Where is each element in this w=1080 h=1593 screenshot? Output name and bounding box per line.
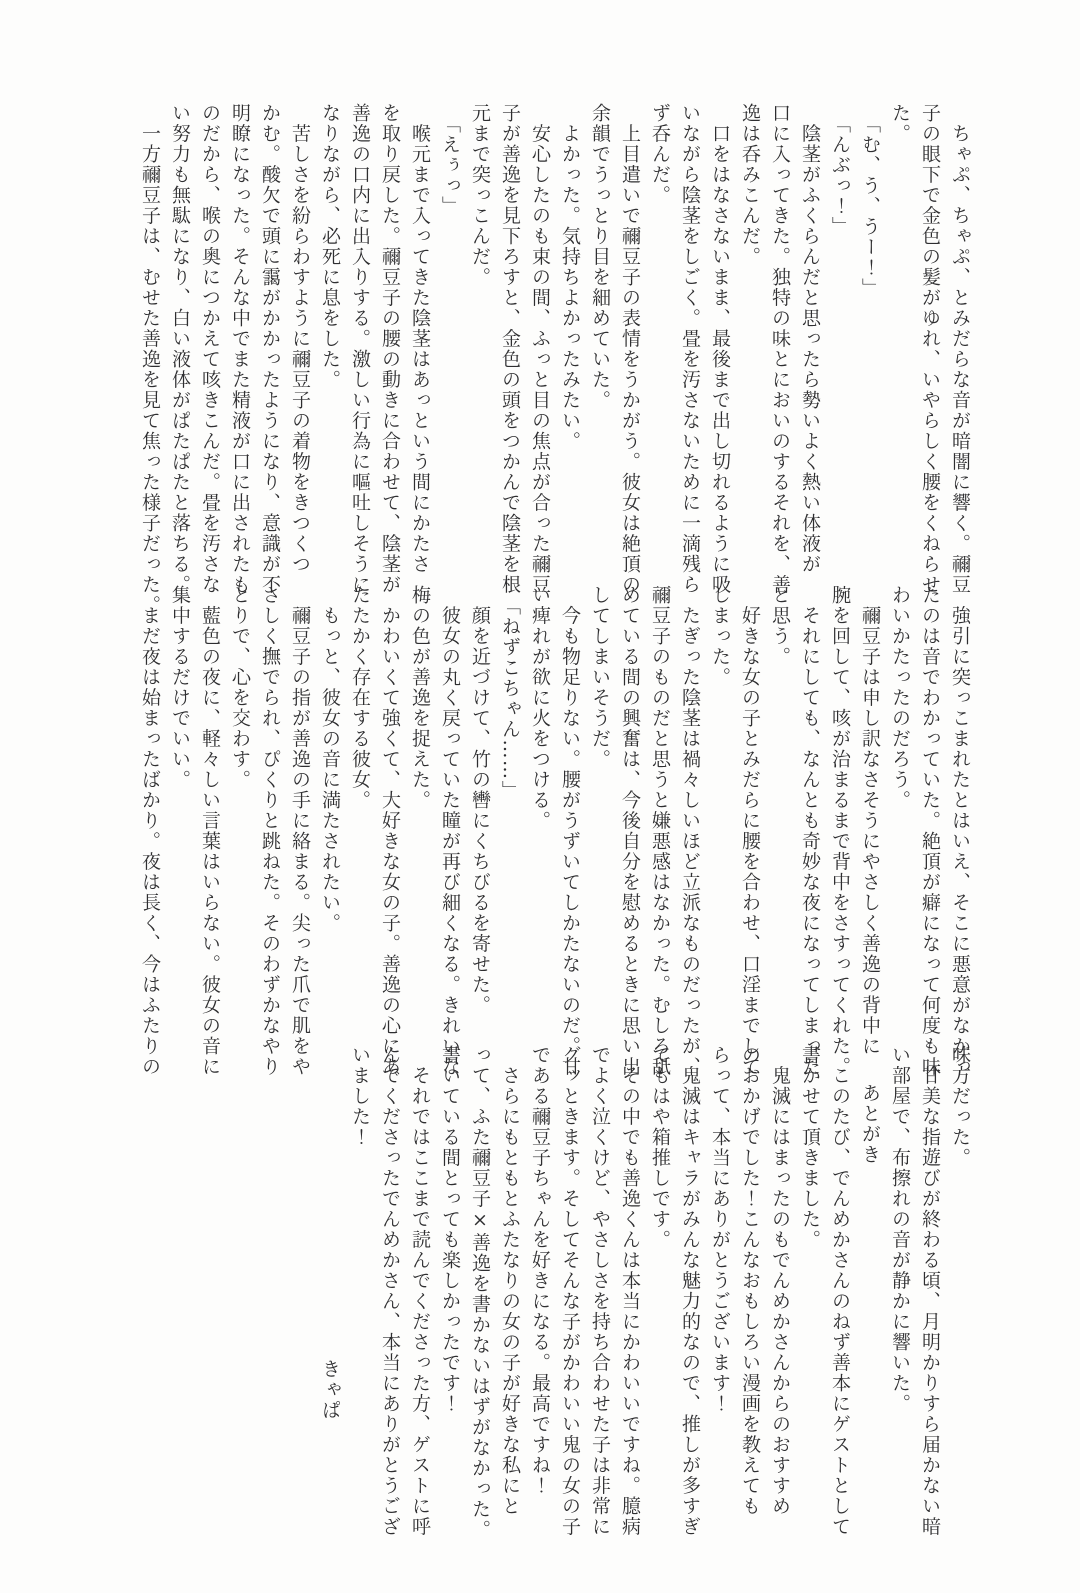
- text-column: グッときます。そしてそんな子がかわいい鬼の女の子: [559, 1045, 581, 1537]
- text-column: 陰茎がふくらんだと思ったら勢いよく熱い体液が: [799, 103, 821, 575]
- story-and-afterword-block-bottom: [315, 1045, 975, 1540]
- text-column: 好きな女の子とみだらに腰を合わせ、口淫までして: [739, 585, 761, 1077]
- text-column: 一方禰豆子は、むせた善逸を見て焦った様子だった。: [139, 103, 161, 616]
- text-column: 書かせて頂きました。: [799, 1045, 821, 1250]
- text-column: 藍色の夜に、軽々しい言葉はいらない。彼女の音に: [199, 585, 221, 1077]
- text-column: でよく泣くけど、やさしさを持ち合わせた子は非常に: [589, 1045, 611, 1537]
- text-column: わいかたったのだろう。: [889, 585, 911, 811]
- text-column: い痺れが欲に火をつける。: [529, 585, 551, 831]
- text-column: ず呑んだ。: [649, 103, 671, 206]
- text-column: って、ふた禰豆子×善逸を書かないはずがなかった。: [469, 1045, 491, 1540]
- text-column: 「んぶっ！」: [829, 103, 851, 237]
- text-column: かむ。酸欠で頭に靄がかかったようになり、意識が不: [259, 103, 281, 595]
- story-text-block-top: [135, 103, 975, 616]
- text-column: それにしても、なんとも奇妙な夜になってしまった: [799, 585, 821, 1077]
- text-column: た。: [889, 103, 911, 144]
- text-column: 「えぅっ」: [439, 103, 461, 217]
- text-column: のおかげでした！こんなおもしろい漫画を教えても: [739, 1045, 761, 1517]
- text-column: いながら陰茎をしごく。畳を汚さないために一滴残ら: [679, 103, 701, 595]
- text-column: 明瞭になった。そんな中でまた精液が口に出されたも: [229, 103, 251, 595]
- text-column: 強引に突っこまれたとはいえ、そこに悪意がなかっ: [949, 585, 971, 1077]
- text-column: いました！: [349, 1045, 371, 1148]
- text-column: のだから、喉の奥につかえて咳きこんだ。畳を汚さな: [199, 103, 221, 595]
- author-signature: きゃぱ: [319, 1358, 341, 1420]
- text-column: 善逸の口内に出入りする。激しい行為に嘔吐しそうに: [349, 103, 371, 595]
- text-column: 味方だった。: [949, 1045, 971, 1168]
- text-column: らって、本当にありがとうございます！: [709, 1045, 731, 1414]
- text-column: してしまいそうだ。: [589, 585, 611, 770]
- text-column: 余韻でうっとり目を細めていた。: [589, 103, 611, 411]
- text-column: たのは音でわかっていた。絶頂が癖になって何度も味: [919, 585, 941, 1077]
- text-column: 元まで突っこんだ。: [469, 103, 491, 288]
- text-column: 安心したのも束の間、ふっと目の焦点が合った禰豆: [529, 103, 551, 595]
- text-column: んでくださったでんめかさん、本当にありがとうござ: [379, 1045, 401, 1537]
- text-column: 鬼滅にはまったのもでんめかさんからのおすすめ: [769, 1045, 791, 1517]
- text-column: 禰豆子の指が善逸の手に絡まる。尖った爪で肌をや: [289, 585, 311, 1077]
- text-column: なりながら、必死に息をした。: [319, 103, 341, 390]
- text-column: それではここまで読んでくださった方、ゲストに呼: [409, 1045, 431, 1537]
- text-column: 禰豆子のものだと思うと嫌悪感はなかった。むしろ舐: [649, 585, 671, 1077]
- text-column: たぎった陰茎は禍々しいほど立派なものだったが、: [679, 585, 701, 1077]
- text-column: い努力も無駄になり、白い液体がぱたぱたと落ちる。: [169, 103, 191, 595]
- text-column: かわいくて強くて、大好きな女の子。善逸の心にあ: [379, 585, 401, 1077]
- text-column: 鬼滅はキャラがみんな魅力的なので、推しが多すぎ: [679, 1045, 701, 1537]
- text-column: よかった。気持ちよかったみたい。: [559, 103, 581, 452]
- text-column: を取り戻した。禰豆子の腰の動きに合わせて、陰茎が: [379, 103, 401, 595]
- text-column: その中でも善逸くんは本当にかわいいですね。臆病: [619, 1045, 641, 1537]
- text-column: 甘美な指遊びが終わる頃、月明かりすら届かない暗: [919, 1045, 941, 1537]
- text-column: このたび、でんめかさんのねず善本にゲストとして: [829, 1045, 851, 1537]
- text-column: 腕を回して、咳が治まるまで背中をさすってくれた。: [829, 585, 851, 1077]
- text-column: 彼女の丸く戻っていた瞳が再び細くなる。きれいな: [439, 585, 461, 1077]
- text-column: 「む、う、うー！」: [859, 103, 881, 299]
- text-column: ちゃぷ、ちゃぷ、とみだらな音が暗闇に響く。禰豆: [949, 103, 971, 595]
- text-column: 子の眼下で金色の髪がゆれ、いやらしく腰をくねらせ: [919, 103, 941, 595]
- text-column: 今も物足りない。腰がうずいてしかたないのだ。甘: [559, 585, 581, 1077]
- afterword-heading: あとがき: [859, 1083, 881, 1165]
- afterword-lines: [345, 1045, 855, 1540]
- text-column: 梅の色が善逸を捉えた。: [409, 585, 431, 811]
- text-column: 口に入ってきた。独特の味とにおいのするそれを、善: [769, 103, 791, 595]
- text-column: 子が善逸を見下ろすと、金色の頭をつかんで陰茎を根: [499, 103, 521, 595]
- text-column: い部屋で、布擦れの音が静かに響いた。: [889, 1045, 911, 1414]
- text-column: 口をはなさないまま、最後まで出し切れるように吸: [709, 103, 731, 595]
- text-column: 逸は呑みこんだ。: [739, 103, 761, 267]
- text-column: 集中するだけでいい。: [169, 585, 191, 790]
- text-column: 「ねずこちゃん……」: [499, 585, 521, 801]
- text-column: たたかく存在する彼女。: [349, 585, 371, 811]
- story-block3-lines: [885, 1045, 975, 1537]
- text-column: とりで、心を交わす。: [229, 585, 251, 790]
- text-column: さしく撫でられ、ぴくりと跳ねた。そのわずかなやり: [259, 585, 281, 1077]
- text-column: 顔を近づけて、竹の轡にくちびるを寄せた。: [469, 585, 491, 1016]
- text-column: 喉元まで入ってきた陰茎はあっという間にかたさ: [409, 103, 431, 575]
- text-column: まだ夜は始まったばかり。夜は長く、今はふたりの: [139, 585, 161, 1077]
- text-column: しまった。: [709, 585, 731, 688]
- text-column: めている間の興奮は、今後自分を慰めるときに思い出: [619, 585, 641, 1077]
- text-column: 書いている間とっても楽しかったです！: [439, 1045, 461, 1414]
- text-column: てもはや箱推しです。: [649, 1045, 671, 1250]
- text-column: と思う。: [769, 585, 791, 667]
- text-column: 上目遣いで禰豆子の表情をうかがう。彼女は絶頂の: [619, 103, 641, 595]
- story-text-block-middle: [135, 585, 975, 1077]
- text-column: さらにもともとふたなりの女の子が好きな私にと: [499, 1045, 521, 1517]
- text-column: である禰豆子ちゃんを好きになる。最高ですね！: [529, 1045, 551, 1496]
- text-column: 苦しさを紛らわすように禰豆子の着物をきつくつ: [289, 103, 311, 575]
- text-column: もっと、彼女の音に満たされたい。: [319, 585, 341, 934]
- text-column: 禰豆子は申し訳なさそうにやさしく善逸の背中に: [859, 585, 881, 1057]
